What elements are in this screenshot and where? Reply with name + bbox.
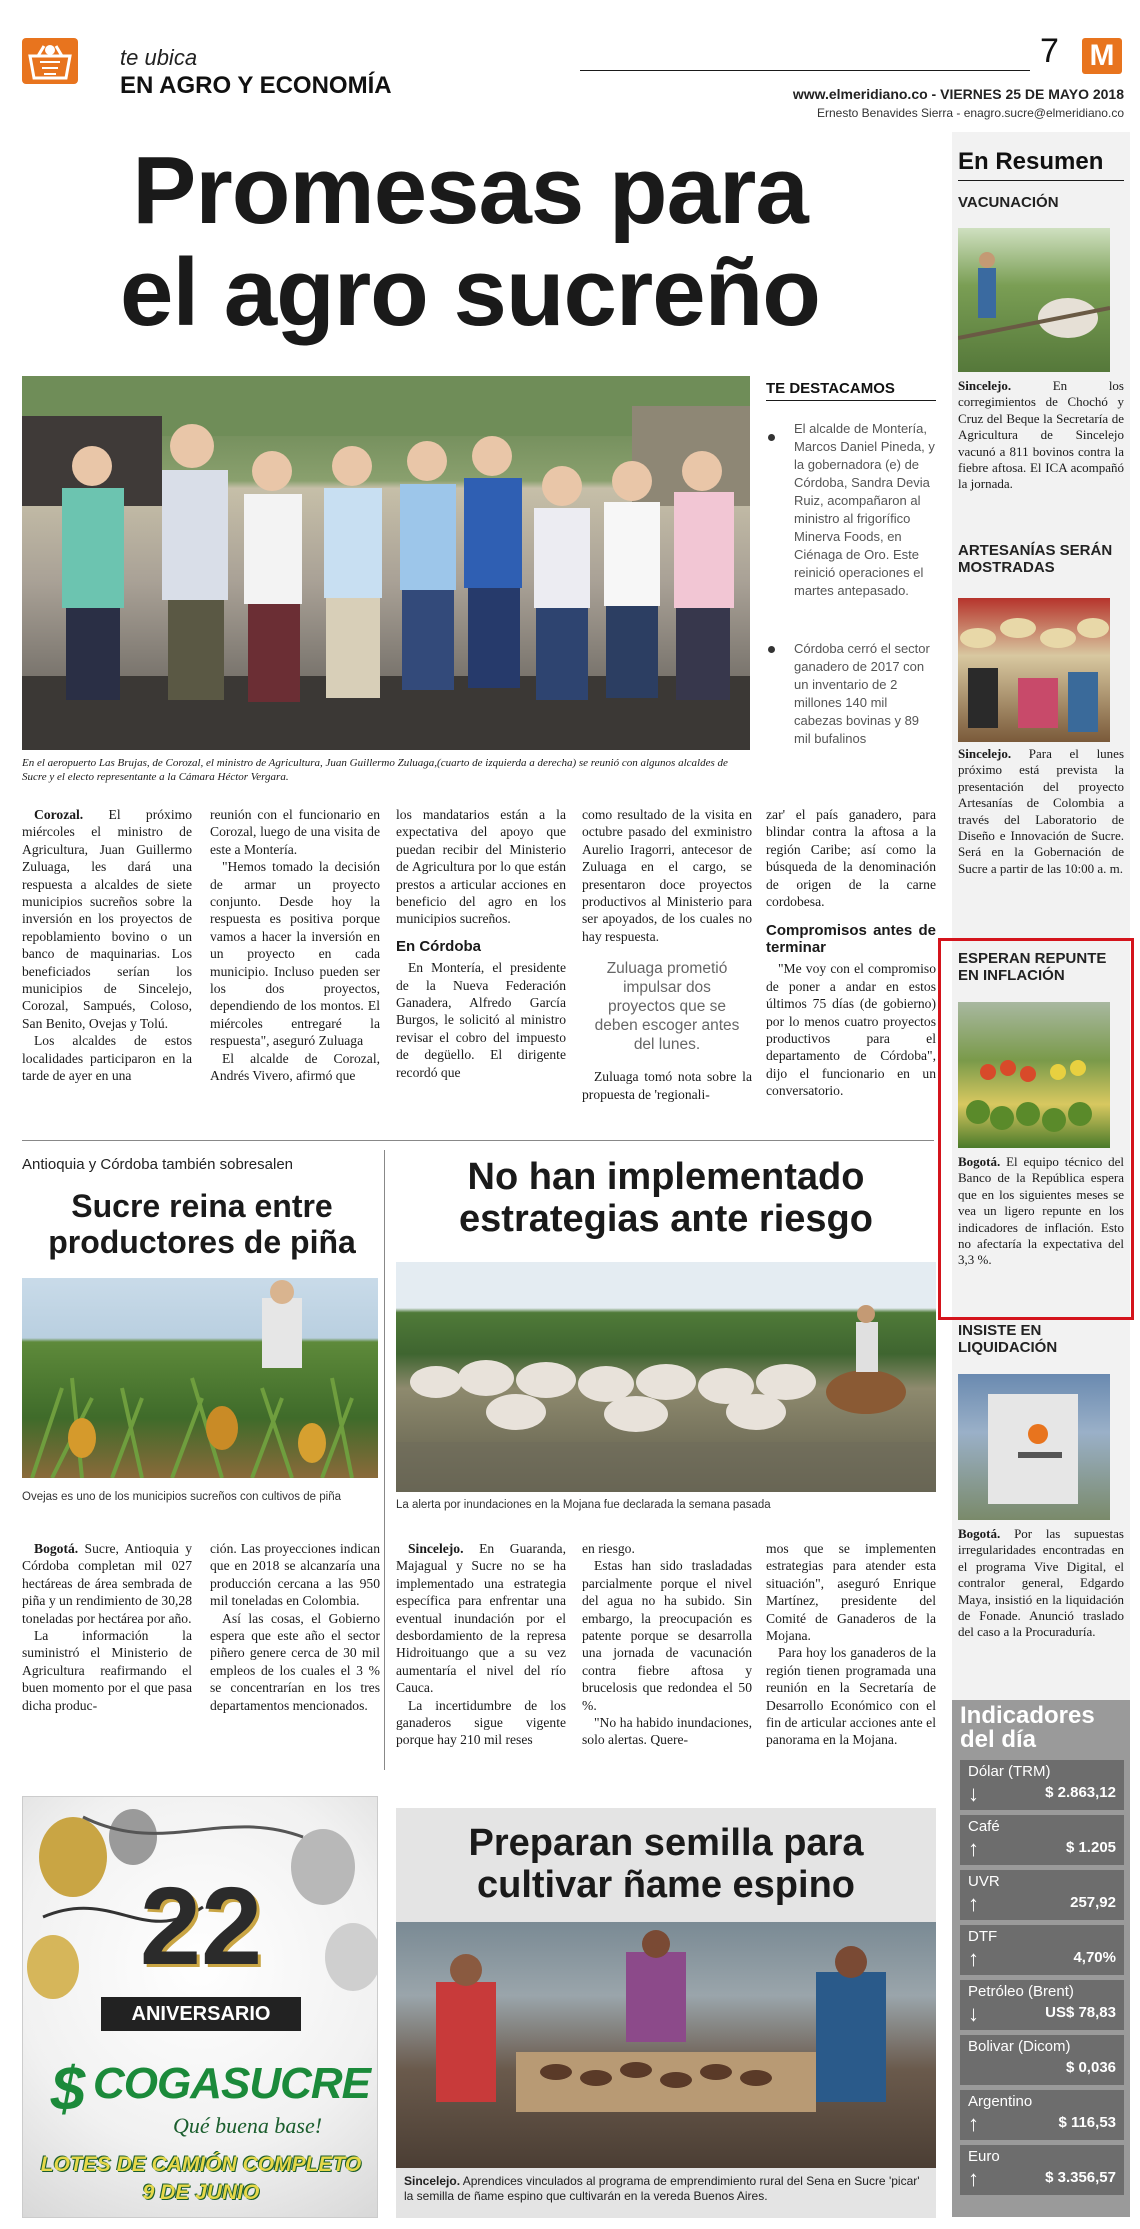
vertical-divider [384,1150,385,1770]
main-col-2 [210,806,380,1085]
main-headline-line2: el agro sucreño [120,239,820,346]
pina-col-1 [22,1540,192,1714]
sidebar-item-title: ESPERAN REPUNTE EN INFLACIÓN [958,950,1107,984]
dateline: Corozal. [34,807,84,822]
riesgo-col-2 [582,1540,752,1749]
sidebar-item-text: Bogotá. Por las supuestas irregularidades encontradas en el programa Vive Digital, el contralor general, Edgardo Maya, insistió en la liquidación de Fonade. Anunció traslado del caso a la Procuraduría. [958,1526,1124,1640]
arrow-up-icon: ↑ [968,1836,979,1861]
main-col-4 [582,806,752,1103]
dateline: Bogotá. [958,1154,1001,1169]
section-logo-icon [22,38,78,84]
sidebar-photo-vacunacion [958,228,1110,372]
arrow-up-icon: ↑ [968,2111,979,2136]
pull-quote: Zuluaga prometió impulsar dos proyectos que se deben escoger antes del lunes. [594,960,740,1054]
indicator-row: UVR ↑ 257,92 [960,1870,1124,1920]
main-headline [20,137,920,346]
col-paragraph: "No ha habido inundaciones, solo alertas. Quere- [582,1715,752,1748]
col-paragraph: En Montería, el presidente de la Nueva Federación Ganadera, Alfredo García Burgos, le solicitó al ministro revisar el cobro del impuesto de degüello. El dirigente recordó que [396,960,566,1080]
col-paragraph: La incertidumbre de los ganaderos sigue vigente porque hay 210 mil reses [396,1697,566,1748]
riesgo-col-3 [766,1540,936,1749]
col-paragraph: La información la suministró el Ministerio de Agricultura reafirmando el buen momento por el que pasa dicha produc- [22,1628,192,1713]
section-kicker: te ubica [120,45,198,70]
page-number: 7 [1040,32,1059,70]
pina-kicker: Antioquia y Córdoba también sobresalen [22,1156,294,1173]
col-paragraph: Los alcaldes de estos localidades participaron en la tarde de ayer en una [22,1033,192,1084]
riesgo-photo-caption: La alerta por inundaciones en la Mojana fue declarada la semana pasada [396,1499,771,1511]
col-paragraph: Bogotá. Sucre, Antioquia y Córdoba completan mil 027 hectáreas de área sembrada de piña y un rendimiento de 30,28 toneladas por hectárea por año. [22,1541,193,1626]
name-headline: Preparan semilla para cultivar ñame espino [468,1822,864,1906]
main-headline-line1: Promesas para [132,137,808,244]
col-paragraph: Estas han sido trasladadas parcialmente porque el nivel del agua no ha subido. Sin embargo, la preocupación es patente porque se desarrolla una jornada de vacunación contra fiebre aftosa y brucelosis que redondea el 50 %. [582,1558,752,1713]
sidebar-photo-liquidacion [958,1374,1110,1520]
arrow-up-icon: ↑ [968,1946,979,1971]
cogasucre-ad[interactable] [22,1796,378,2218]
ad-promo-line2: 9 DE JUNIO [142,2181,260,2204]
col-paragraph: zar' el país ganadero, para blindar contra la aftosa a la región Caribe; así como la búsqueda de la denominación de origen de la carne cordobesa. [766,807,936,910]
subhead: En Córdoba [396,937,481,955]
highlights-title: TE DESTACAMOS [766,380,895,397]
bullet-icon [768,434,775,441]
sidebar-rule [958,180,1124,181]
col-paragraph: Corozal. El próximo miércoles el ministro de Agricultura, Juan Guillermo Zuluaga, les dará una respuesta a alcaldes de siete municipios sucreños sobre la inversión en los proyectos de repoblamiento bovino o un banco de maquinarias. Los beneficiados serían los municipios de Sincelejo, Corozal, Sampués, Coloso, San Benito, Ovejas y Tolú. [22,807,192,1031]
riesgo-col-1 [396,1540,566,1749]
highlight-text: Córdoba cerró el sector ganadero de 2017 con un inventario de 2 millones 140 mil cabezas bovinas y 89 mil bufalinos [794,641,930,746]
dateline: Bogotá. [34,1541,79,1556]
col-paragraph: los mandatarios están a la expectativa del apoyo que puedan recibir del Ministerio de Agricultura por lo que están prestos a articular acciones en beneficio del agro en los municipios sucreños. [396,807,566,927]
sidebar-photo-inflacion [958,1002,1110,1148]
sidebar-photo-artesanias [958,598,1110,742]
indicator-row: Café ↑ $ 1.205 [960,1815,1124,1865]
main-col-1 [22,806,192,1085]
bullet-icon [768,646,775,653]
arrow-up-icon: ↑ [968,1891,979,1916]
arrow-down-icon: ↓ [968,1781,979,1806]
arrow-down-icon: ↓ [968,2001,979,2026]
sidebar-item-text: Bogotá. El equipo técnico del Banco de la República espera que en los siguientes meses se vea un ligero repunte en los indicadores de inflación. Esto no afectaría la expectativa del 3,3 %. [958,1154,1125,1268]
sidebar-item-text: Sincelejo. En los corregimientos de Chochó y Cruz del Beque la Secretaría de Agricultura de Sincelejo vacunó a 811 bovinos contra la fiebre aftosa. El ICA acompañó la jornada. [958,378,1124,492]
main-photo [22,376,750,750]
col-paragraph: Sincelejo. En Guaranda, Majagual y Sucre no se ha implementado una estrategia específica para enfrentar una eventual inundación por el desbordamiento de la represa Hidroituango que a su vez aumentaría el nivel del río Cauca. [396,1541,566,1696]
pina-photo-caption: Ovejas es uno de los municipios sucreños con cultivos de piña [22,1491,341,1503]
col-paragraph: Así las cosas, el Gobierno espera que este año el sector piñero genere cerca de 30 mil empleos de los cuales el 3 % se concentrarían en los tres departamentos mencionados. [210,1610,380,1713]
ad-brand: COGASUCRE [93,2059,371,2108]
sidebar-item-text: Sincelejo. Para el lunes próximo está prevista la presentación del proyecto Artesanías de Colombia a través del Laboratorio de Diseño e Innovación de Sucre. Será en la Gobernación de Sucre a partir de las 10:00 a. m. [958,746,1125,876]
dateline: Sincelejo. [958,378,1012,393]
main-col-5 [766,806,936,1100]
ad-promo-line1: LOTES DE CAMIÓN COMPLETO [40,2153,362,2176]
col-paragraph: ción. Las proyecciones indican que en 2018 se alcanzaría una producción cercana a las 950 mil toneladas en Colombia. [210,1541,380,1609]
sidebar-item-title: INSISTE EN LIQUIDACIÓN [958,1322,1058,1356]
site-date: www.elmeridiano.co - VIERNES 25 DE MAYO 2018 [792,86,1124,102]
indicators-title: Indicadores del día [960,1702,1095,1753]
cogasucre-logo-icon: $ [50,2055,86,2124]
indicator-row: Petróleo (Brent) ↓ US$ 78,83 [960,1980,1124,2030]
riesgo-photo [396,1262,936,1492]
ad-number: 22 [139,1865,263,1988]
col-paragraph: mos que se implementen estrategias para atender esta situación", aseguró Enrique Martínez, presidente del Comité de Ganaderos de la Mojana. [766,1541,936,1644]
ad-slogan: Qué buena base! [173,2113,323,2138]
highlight-item [768,640,936,748]
name-photo-caption: Sincelejo. Aprendices vinculados al programa de emprendimiento rural del Sena en Sucre 'picar' la semilla de ñame espino que cultivarán en la vereda Buenos Aires. [404,2174,920,2203]
highlight-item [768,420,936,600]
name-story [396,1808,936,2218]
col-paragraph: Zuluaga tomó nota sobre la propuesta de 'regionali- [582,1069,752,1102]
pina-headline: Sucre reina entre productores de piña [48,1188,356,1260]
pina-photo [22,1278,378,1478]
indicator-row: Argentino ↑ $ 116,53 [960,2090,1124,2140]
sidebar-item-title: ARTESANÍAS SERÁN MOSTRADAS [958,542,1113,576]
indicator-row: Bolivar (Dicom) $ 0,036 [960,2035,1124,2085]
sidebar-item-title: VACUNACIÓN [958,194,1059,211]
highlights-rule [766,400,936,401]
col-paragraph: El alcalde de Corozal, Andrés Vivero, afirmó que [210,1050,380,1084]
dateline: Bogotá. [958,1526,1001,1541]
ad-label: ANIVERSARIO [101,1997,301,2031]
col-paragraph: en riesgo. [582,1541,635,1556]
col-paragraph: Para hoy los ganaderos de la región tienen programada una reunión en la Secretaría de Desarrollo Económico con el fin de articular acciones ante el panorama en la Mojana. [766,1645,936,1748]
main-col-3 [396,806,566,1081]
arrow-up-icon: ↑ [968,2166,979,2191]
col-paragraph: "Hemos tomado la decisión de armar un proyecto conjunto. Desde hoy la respuesta es positiva porque vamos a hacer la inversión en un proyecto en cada municipio. Incluso pueden ser los dos proyectos, dependiendo de los montos. El miércoles entregaré la respuesta", aseguró Zuluaga [210,859,380,1049]
brand-logo-icon: M [1082,38,1122,74]
col-paragraph: como resultado de la visita en octubre pasado del exministro Aurelio Iragorri, antecesor de Zuluaga en el cargo, se presentaron doce proyectos productivos al Ministerio para ser apoyados, de los cuales no hay respuesta. [582,807,752,944]
sidebar-title: En Resumen [958,148,1104,175]
author-email: Ernesto Benavides Sierra - enagro.sucre@elmeridiano.co [816,106,1124,120]
indicator-row: Dólar (TRM) ↓ $ 2.863,12 [960,1760,1124,1810]
subhead: Compromisos antes de terminar [766,922,936,957]
pina-col-2 [210,1540,380,1714]
highlight-text: El alcalde de Montería, Marcos Daniel Pineda, y la gobernadora (e) de Córdoba, Sandra Devia Ruiz, acompañaron al ministro al frigorífico Minerva Foods, en Ciénaga de Oro. Este reinició operaciones el martes antepasado. [794,421,935,598]
header-rule [580,70,1030,71]
col-paragraph: "Me voy con el compromiso de poner a andar en estos últimos 75 días (de gobierno) por lo menos cuatro proyectos productivos para el departamento de Córdoba", dijo el funcionario en un conversatorio. [766,961,936,1099]
dateline: Sincelejo. [408,1541,464,1556]
name-photo [396,1922,936,2168]
col-paragraph: reunión con el funcionario en Corozal, luego de una visita de este a Montería. [210,807,380,857]
dateline: Sincelejo. [404,2174,461,2188]
section-divider [22,1140,934,1141]
main-photo-caption: En el aeropuerto Las Brujas, de Corozal, el ministro de Agricultura, Juan Guillermo Zuluaga,(cuarto de izquierda a derecha) se reunió con algunos alcaldes de Sucre y el electo representante a la Cámara Héctor Vergara. [22,757,728,783]
dateline: Sincelejo. [958,746,1012,761]
section-title: EN AGRO Y ECONOMÍA [120,72,392,99]
riesgo-headline: No han implementado estrategias ante riesgo [459,1156,873,1240]
indicator-row: DTF ↑ 4,70% [960,1925,1124,1975]
indicator-row: Euro ↑ $ 3.356,57 [960,2145,1124,2195]
